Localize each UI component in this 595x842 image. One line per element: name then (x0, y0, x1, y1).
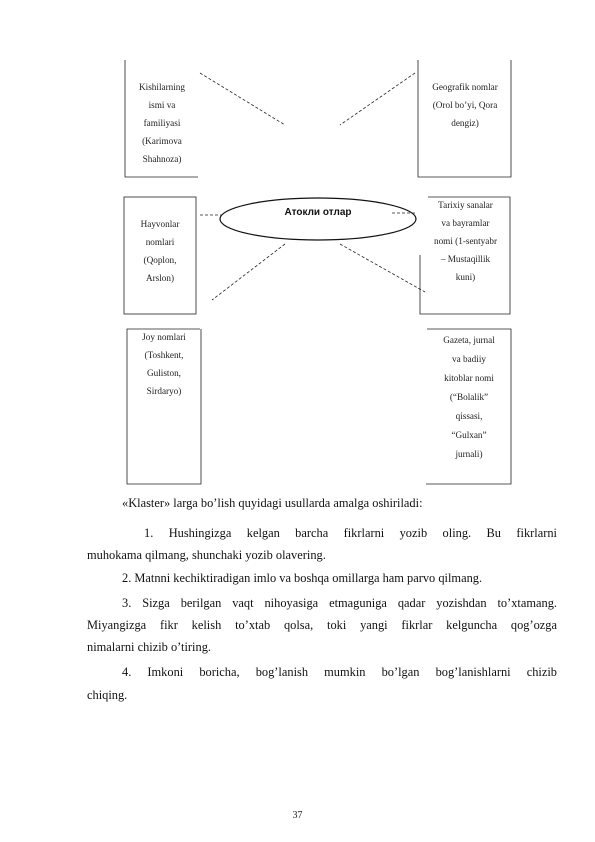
center-label: Атокли отлар (284, 207, 352, 218)
item-1-line-1: 1. Hushingizga kelgan barcha fikrlarni yozib oling. Bu fikrlarni (144, 526, 557, 540)
box-geography: Geografik nomlar (Orol bo’yi, Qora dengiz) (432, 82, 498, 128)
page-number: 37 (292, 810, 303, 821)
item-3-line-2: Miyangizga fikr kelish to’xtab qolsa, toki yangi fikrlar kelguncha qog’ozga (87, 618, 557, 632)
item-2: 2. Matnni kechiktiradigan imlo va boshqa omillarga ham parvo qilmang. (122, 571, 483, 585)
connector-press (340, 244, 425, 292)
box-animals: Hayvonlar nomlari (Qoplon, Arslon) (140, 219, 180, 283)
item-1-line-2: muhokama qilmang, shunchaki yozib olavering. (87, 548, 326, 562)
item-4-line-1: 4. Imkoni boricha, bog’lanish mumkin bo’lgan bog’lanishlarni chizib (122, 665, 557, 679)
intro-line: «Klaster» larga bo’lish quyidagi usullarda amalga oshiriladi: (122, 496, 423, 510)
box-names: Kishilarning ismi va familiyasi (Karimova Shahnoza) (139, 82, 185, 164)
box-dates: Tarixiy sanalar va bayramlar nomi (1-sentyabr – Mustaqillik kuni) (433, 200, 498, 282)
box-press: Gazeta, jurnal va badiiy kitoblar nomi (“Bolalik” qissasi, “Gulxan” jurnali) (443, 335, 495, 459)
item-4-line-2: chiqing. (87, 688, 128, 702)
item-3-line-1: 3. Sizga berilgan vaqt nihoyasiga etmaguniga qadar yozishdan to’xtamang. (122, 596, 557, 610)
center-oval (220, 198, 416, 240)
connector-places (212, 244, 285, 300)
connector-geography (340, 73, 415, 125)
box-places: Joy nomlari (Toshkent, Guliston, Sirdaryo) (142, 332, 186, 396)
connector-names (200, 73, 285, 125)
item-3-line-3: nimalarni chizib o’tiring. (87, 640, 211, 654)
